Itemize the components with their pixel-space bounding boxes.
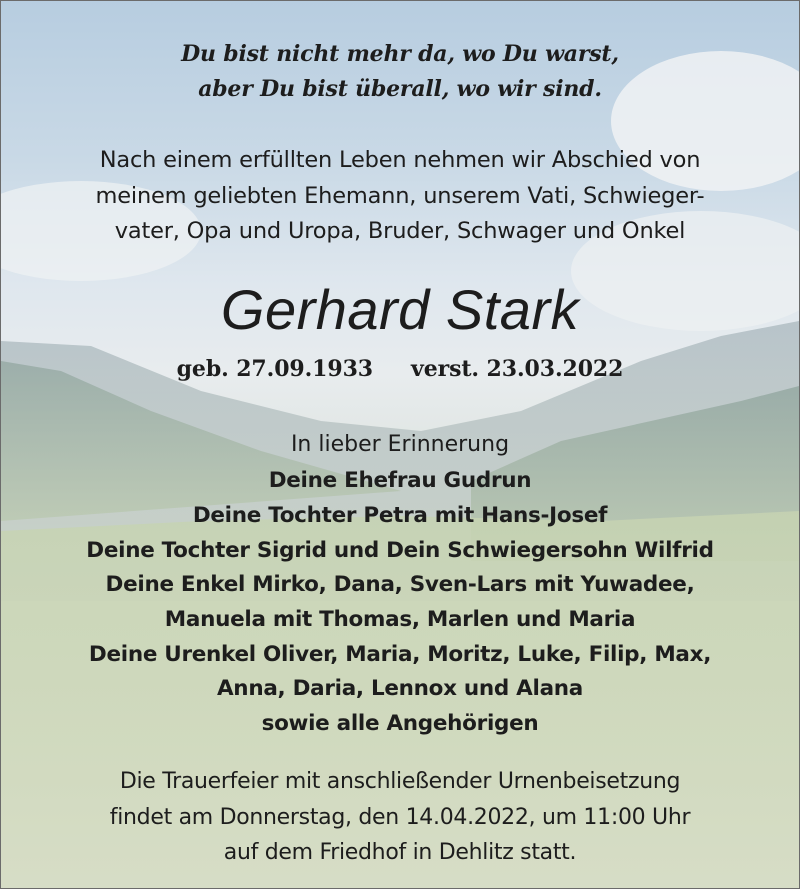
family-line: Deine Urenkel Oliver, Maria, Moritz, Luke, Filip, Max, bbox=[88, 642, 712, 667]
intro-line-1: Nach einem erfüllten Leben nehmen wir Abschied von bbox=[99, 147, 701, 173]
family-line: Deine Tochter Sigrid und Dein Schwiegersohn Wilfrid bbox=[86, 538, 714, 563]
family-line: Deine Enkel Mirko, Dana, Sven-Lars mit Yuwadee, bbox=[105, 572, 695, 597]
funeral-info-line-2: findet am Donnerstag, den 14.04.2022, um 11:00 Uhr bbox=[109, 805, 691, 830]
quote-line-2: aber Du bist überall, wo wir sind. bbox=[198, 76, 602, 102]
life-dates bbox=[1, 356, 799, 382]
intro-line-2: meinem geliebten Ehemann, unserem Vati, Schwieger- bbox=[95, 183, 705, 209]
death-date: verst. 23.03.2022 bbox=[411, 356, 624, 382]
family-line: Deine Tochter Petra mit Hans-Josef bbox=[192, 503, 608, 528]
birth-date: geb. 27.09.1933 bbox=[176, 356, 374, 382]
funeral-info-line-1: Die Trauerfeier mit anschließender Urnenbeisetzung bbox=[119, 769, 681, 794]
family-line: Anna, Daria, Lennox und Alana bbox=[216, 676, 584, 701]
remembrance-label: In lieber Erinnerung bbox=[290, 432, 510, 457]
family-line: sowie alle Angehörigen bbox=[261, 711, 539, 736]
family-line: Deine Ehefrau Gudrun bbox=[268, 468, 532, 493]
funeral-info-line-3: auf dem Friedhof in Dehlitz statt. bbox=[223, 840, 577, 865]
deceased-name: Gerhard Stark bbox=[220, 278, 580, 341]
quote-line-1: Du bist nicht mehr da, wo Du warst, bbox=[181, 41, 619, 67]
family-line: Manuela mit Thomas, Marlen und Maria bbox=[164, 607, 636, 632]
intro-line-3: vater, Opa und Uropa, Bruder, Schwager und Onkel bbox=[114, 218, 686, 244]
